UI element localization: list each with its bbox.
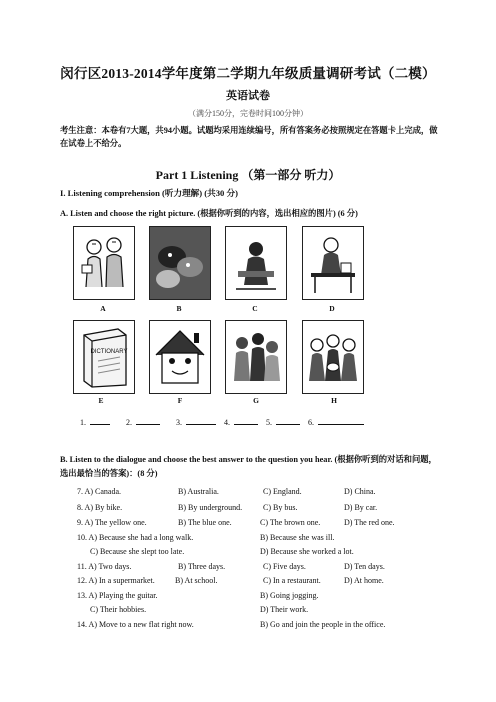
candidate-notice: 考生注意：本卷有7大题，共94小题。试题均采用连续编号，所有答案务必按照规定在答题卡上完成，做在试卷上不给分。 xyxy=(60,126,438,148)
picture-h xyxy=(302,320,364,394)
dogs-photo-icon xyxy=(150,227,210,299)
question-8-b: B) By underground. xyxy=(178,503,243,512)
picture-f xyxy=(149,320,211,394)
answer-blank-1[interactable] xyxy=(90,416,110,425)
question-12-d: D) At home. xyxy=(344,576,384,585)
picture-g xyxy=(225,320,287,394)
question-10-a: 10. A) Because she had a long walk. xyxy=(77,533,194,542)
picture-a-label: A xyxy=(100,304,106,313)
question-11-b: B) Three days. xyxy=(178,562,226,571)
question-8-c: C) By bus. xyxy=(263,503,298,512)
group-of-people-icon xyxy=(226,321,286,393)
question-11-c: C) Five days. xyxy=(263,562,306,571)
book-word: DICTIONARY xyxy=(90,349,128,355)
picture-c-label: C xyxy=(252,304,258,313)
picture-f-label: F xyxy=(177,396,183,405)
question-7-d: D) China. xyxy=(344,487,376,496)
blank-label-4: 4. xyxy=(224,418,234,427)
question-12-c: C) In a restaurant. xyxy=(263,576,321,585)
paper-subtitle: 英语试卷 xyxy=(226,90,270,102)
question-9-a: 9. A) The yellow one. xyxy=(77,518,147,527)
question-12-b: B) At school. xyxy=(175,576,218,585)
exam-title: 闵行区2013-2014学年度第二学期九年级质量调研考试（二模） xyxy=(60,66,436,81)
musicians-icon xyxy=(303,321,363,393)
blank-label-1: 1. xyxy=(80,418,90,427)
question-11-a: 11. A) Two days. xyxy=(77,562,132,571)
person-sewing-icon xyxy=(226,227,286,299)
answer-blank-3[interactable] xyxy=(186,416,216,425)
blank-label-3: 3. xyxy=(176,418,186,427)
picture-d-label: D xyxy=(329,304,335,313)
picture-h-label: H xyxy=(331,396,337,405)
dictionary-book-icon xyxy=(74,321,134,393)
picture-b xyxy=(149,226,211,300)
question-10-d: D) Because she worked a lot. xyxy=(260,547,354,556)
picture-c xyxy=(225,226,287,300)
section-heading: I. Listening comprehension (听力理解) (共30 分) xyxy=(60,188,238,198)
question-14-a: 14. A) Move to a new flat right now. xyxy=(77,620,194,629)
question-13-a: 13. A) Playing the guitar. xyxy=(77,591,158,600)
question-9-b: B) The blue one. xyxy=(178,518,232,527)
answer-blank-5[interactable] xyxy=(276,416,300,425)
section-b-instruction: B. Listen to the dialogue and choose the best answer to the question you hear. (根据你听到的对话和问题，选出最恰当的答案)：(8 分) xyxy=(60,455,437,478)
part-heading: Part 1 Listening （第一部分 听力） xyxy=(155,168,341,182)
blank-label-2: 2. xyxy=(126,418,136,427)
question-13-d: D) Their work. xyxy=(260,605,309,614)
house-icon xyxy=(150,321,210,393)
question-10-c: C) Because she slept too late. xyxy=(90,547,185,556)
question-8-a: 8. A) By bike. xyxy=(77,503,123,512)
question-12-a: 12. A) In a supermarket. xyxy=(77,576,155,585)
question-10-b: B) Because she was ill. xyxy=(260,533,335,542)
answer-blank-4[interactable] xyxy=(234,416,258,425)
picture-e-label: E xyxy=(98,396,104,405)
answer-blanks xyxy=(80,416,364,427)
score-note: （满分150分，完卷时间100分钟） xyxy=(188,109,308,118)
question-7-a: 7. A) Canada. xyxy=(77,487,121,496)
question-7-b: B) Australia. xyxy=(178,487,219,496)
question-13-b: B) Going jogging. xyxy=(260,591,319,600)
question-11-d: D) Ten days. xyxy=(344,562,385,571)
question-13-c: C) Their hobbies. xyxy=(90,605,147,614)
question-14-b: B) Go and join the people in the office. xyxy=(260,620,386,629)
picture-e xyxy=(73,320,135,394)
answer-blank-6[interactable] xyxy=(318,416,364,425)
section-a-instruction: A. Listen and choose the right picture. (根据你听到的内容，选出相应的图片) (6 分) xyxy=(60,209,358,218)
question-9-c: C) The brown one. xyxy=(260,518,321,527)
question-9-d: D) The red one. xyxy=(344,518,395,527)
two-people-icon xyxy=(74,227,134,299)
picture-b-label: B xyxy=(176,304,182,313)
answer-blank-2[interactable] xyxy=(136,416,160,425)
picture-d xyxy=(302,226,364,300)
picture-g-label: G xyxy=(253,396,259,405)
blank-label-6: 6. xyxy=(308,418,318,427)
person-at-desk-icon xyxy=(303,227,363,299)
question-8-d: D) By car. xyxy=(344,503,378,512)
picture-a xyxy=(73,226,135,300)
blank-label-5: 5. xyxy=(266,418,276,427)
question-7-c: C) England. xyxy=(263,487,302,496)
